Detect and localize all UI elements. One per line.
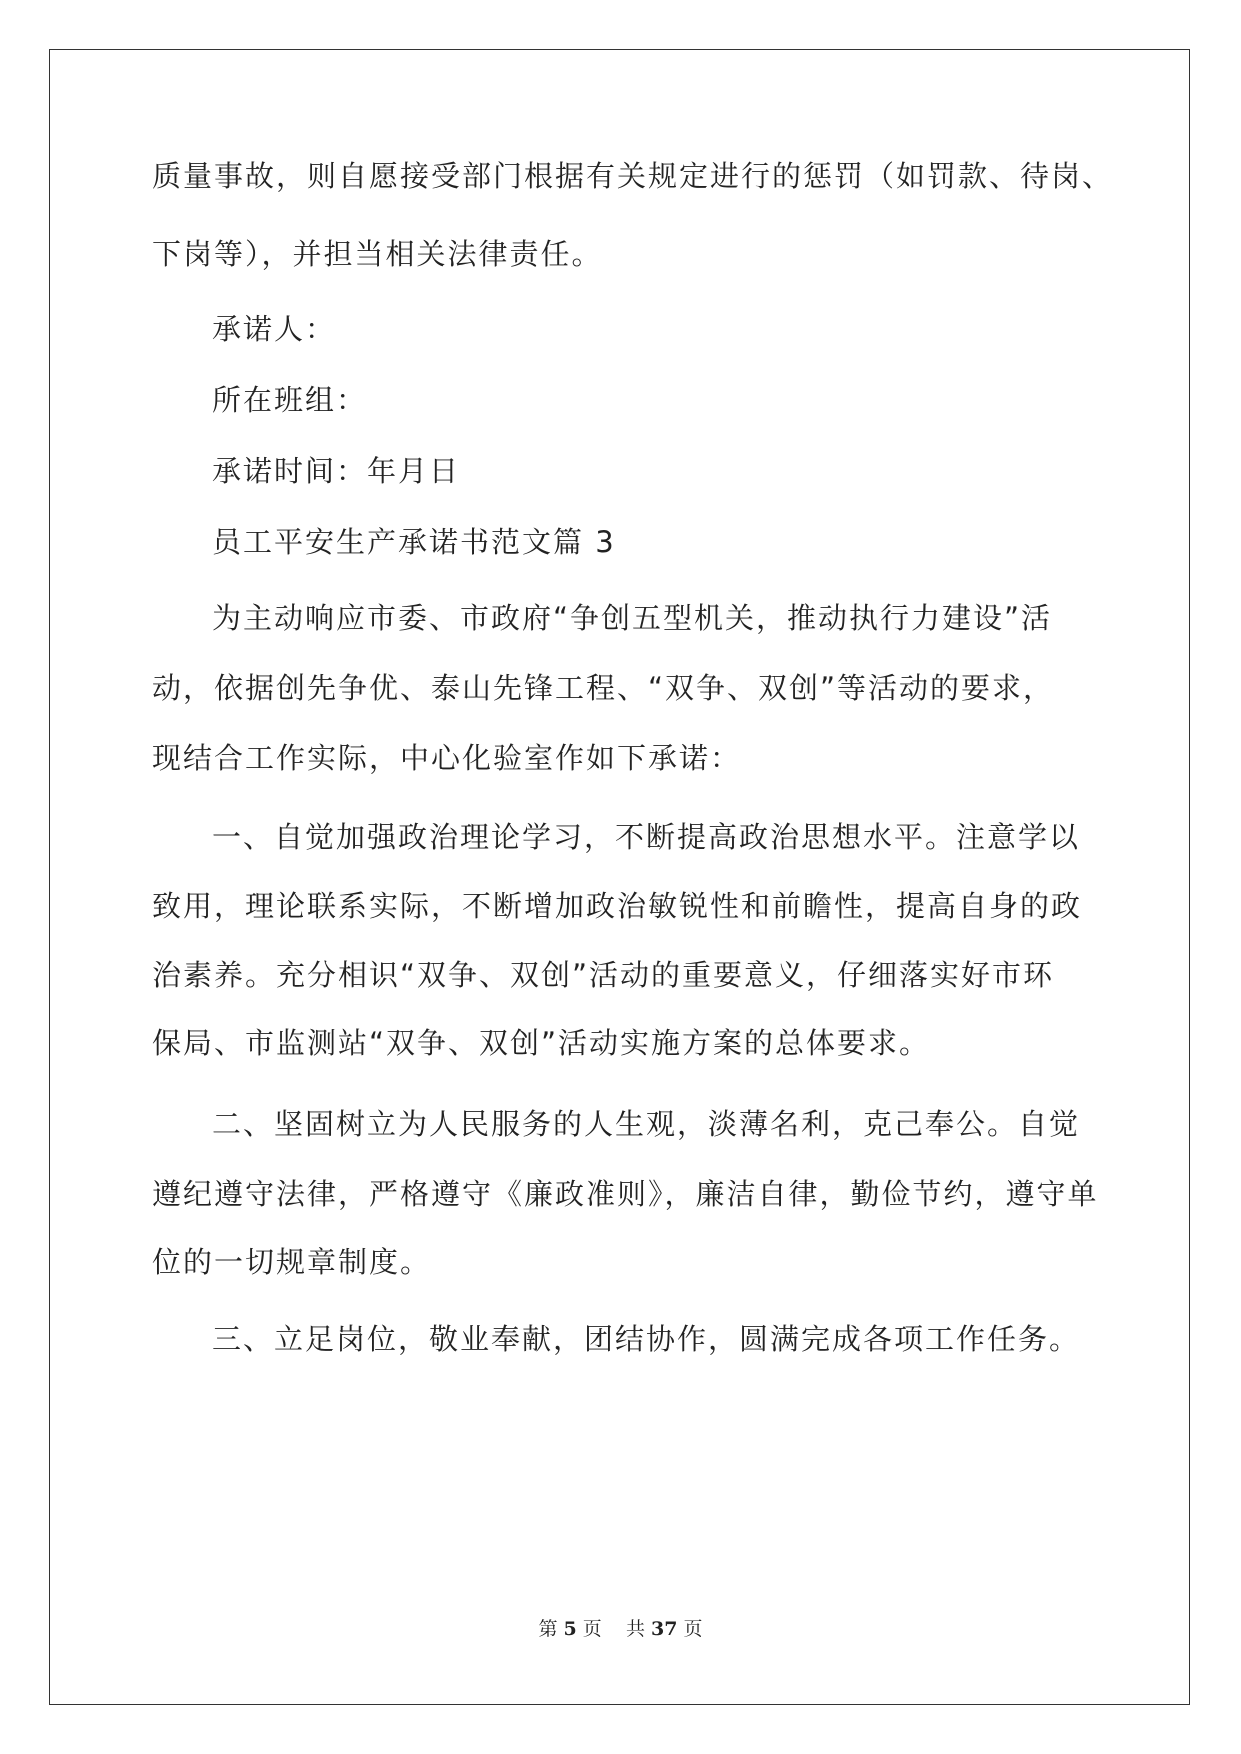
page-footer — [0, 1614, 1241, 1641]
text-line: 治素养。充分相识“双争、双创”活动的重要意义，仔细落实好市环 — [152, 958, 1055, 992]
text-line: 二、坚固树立为人民服务的人生观，淡薄名利，克己奉公。自觉 — [212, 1107, 1081, 1141]
text-line: 致用，理论联系实际，不断增加政治敏锐性和前瞻性，提高自身的政 — [152, 889, 1083, 923]
text-line: 位的一切规章制度。 — [152, 1245, 432, 1279]
text-line: 下岗等），并担当相关法律责任。 — [152, 237, 603, 271]
section-heading: 员工平安生产承诺书范文篇 3 — [212, 525, 616, 559]
text-line: 现结合工作实际，中心化验室作如下承诺： — [152, 741, 742, 775]
text-line: 一、自觉加强政治理论学习，不断提高政治思想水平。注意学以 — [212, 820, 1081, 854]
text-line: 动，依据创先争优、泰山先锋工程、“双争、双创”等活动的要求， — [152, 671, 1055, 705]
team-label: 所在班组： — [212, 383, 368, 417]
footer-total-suffix: 页 — [683, 1618, 703, 1640]
signatory-label: 承诺人： — [212, 312, 337, 346]
footer-total-prefix: 共 — [625, 1618, 645, 1640]
text-line: 为主动响应市委、市政府“争创五型机关，推动执行力建设”活 — [212, 601, 1053, 635]
text-line: 保局、市监测站“双争、双创”活动实施方案的总体要求。 — [152, 1026, 931, 1060]
footer-page-suffix: 页 — [582, 1618, 602, 1640]
text-line: 质量事故，则自愿接受部门根据有关规定进行的惩罚（如罚款、待岗、 — [152, 159, 1114, 193]
text-line: 遵纪遵守法律，严格遵守《廉政准则》，廉洁自律，勤俭节约，遵守单 — [152, 1177, 1099, 1211]
page-frame — [49, 49, 1190, 1705]
total-pages: 37 — [651, 1618, 678, 1640]
text-line: 三、立足岗位，敬业奉献，团结协作，圆满完成各项工作任务。 — [212, 1322, 1081, 1356]
footer-prefix: 第 — [538, 1618, 558, 1640]
date-label: 承诺时间：年月日 — [212, 454, 461, 488]
page-number: 5 — [563, 1618, 577, 1640]
